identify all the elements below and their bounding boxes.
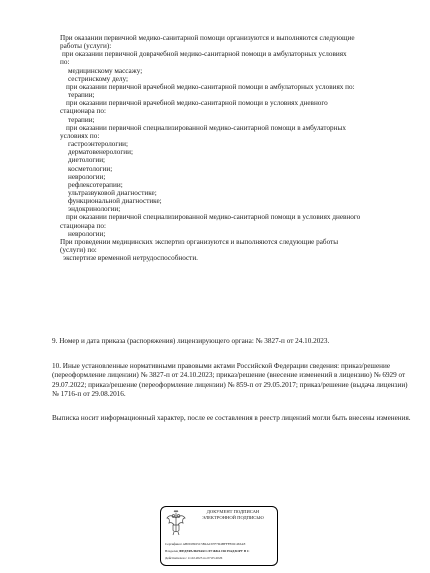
text-line: по: (60, 58, 70, 67)
stamp-validity: Действителен с 11.02.2025 по 07.05.2026 (165, 556, 223, 560)
stamp-title-line: ДОКУМЕНТ ПОДПИСАН (206, 509, 260, 514)
text-line: при оказании первичной специализированной медико-санитарной помощи в условиях дневного (66, 213, 361, 222)
text-line: косметологии; (68, 164, 113, 173)
text-line: стационара по: (60, 107, 106, 116)
coat-of-arms-icon (165, 510, 187, 536)
text-line: терапии; (68, 91, 95, 100)
text-line: диетологии; (68, 156, 106, 165)
text-line: неврологии; (68, 172, 106, 181)
text-line: дерматовенерологии; (68, 148, 133, 157)
text-line: При проведении медицинских экспертиз организуются и выполняются следующие работы (60, 237, 339, 246)
text-line: медицинскому массажу; (68, 66, 143, 75)
stamp-title-line: ЭЛЕКТРОННОЙ ПОДПИСЬЮ (202, 515, 264, 520)
stamp-owner (165, 549, 249, 553)
section-10-other-info: 10. Иные установленные нормативными правовыми актами Российской Федерации сведения: приказ/решение (переоформление лицензии) № 3827-п от 24.10.2023; приказ/решение (внесение изменений в лицензию) № 6929 от 29.07.2022; приказ/решение (переоформление лицензии) № 859-п от 29.05.2017; приказ/решение (выдача лицензии) № 1716-п от 29.08.2016. (52, 362, 408, 399)
text-line: неврологии; (68, 229, 106, 238)
text-line: при оказании первичной доврачебной медико-санитарной помощи в амбулаторных условиях (62, 50, 347, 59)
certificate-label: Сертификат (165, 542, 182, 546)
text-line: гастроэнтерологии; (68, 140, 129, 149)
text-line: функциональной диагностике; (68, 197, 162, 206)
stamp-certificate (165, 542, 245, 546)
text-line: При оказании первичной медико-санитарной помощи организуются и выполняются следующие (60, 34, 355, 42)
text-line: (услуги) по: (60, 246, 97, 255)
licensed-services-list (60, 34, 408, 262)
text-line: экспертизе временной нетрудоспособности. (63, 254, 198, 263)
text-line: терапии; (68, 115, 95, 124)
text-line: сестринскому делу; (68, 74, 128, 83)
text-line: при оказании первичной специализированной медико-санитарной помощи в амбулаторных (66, 123, 346, 132)
text-line: эндокринологии; (68, 205, 121, 214)
text-line: при оказании первичной врачебной медико-санитарной помощи в амбулаторных условиях по: (66, 82, 355, 91)
text-line: ультразвуковой диагностике; (68, 188, 157, 197)
text-line: условиях по: (60, 131, 100, 140)
text-line: работы (услуги): (60, 42, 112, 51)
section-9-order-number: 9. Номер и дата приказа (распоряжения) лицензирующего органа: № 3827-п от 24.10.2023. (52, 337, 330, 345)
certificate-value: AB0918925C5B4AC67F7D4BFFFEDC463AE (182, 542, 246, 546)
owner-value: ФЕДЕРАЛЬНАЯ СЛУЖБА ПО НАДЗОРУ В С (179, 549, 250, 553)
footer-disclaimer: Выписка носит информационный характер, после ее составления в реестр лицензий могли быть внесены изменения. (52, 414, 411, 422)
stamp-title (191, 509, 275, 521)
text-line: при оказании первичной врачебной медико-санитарной помощи в условиях дневного (66, 99, 328, 108)
owner-label: Владелец (165, 549, 179, 553)
text-line: стационара по: (60, 221, 106, 230)
digital-signature-stamp (160, 506, 278, 566)
text-line: рефлексотерапии; (68, 180, 123, 189)
